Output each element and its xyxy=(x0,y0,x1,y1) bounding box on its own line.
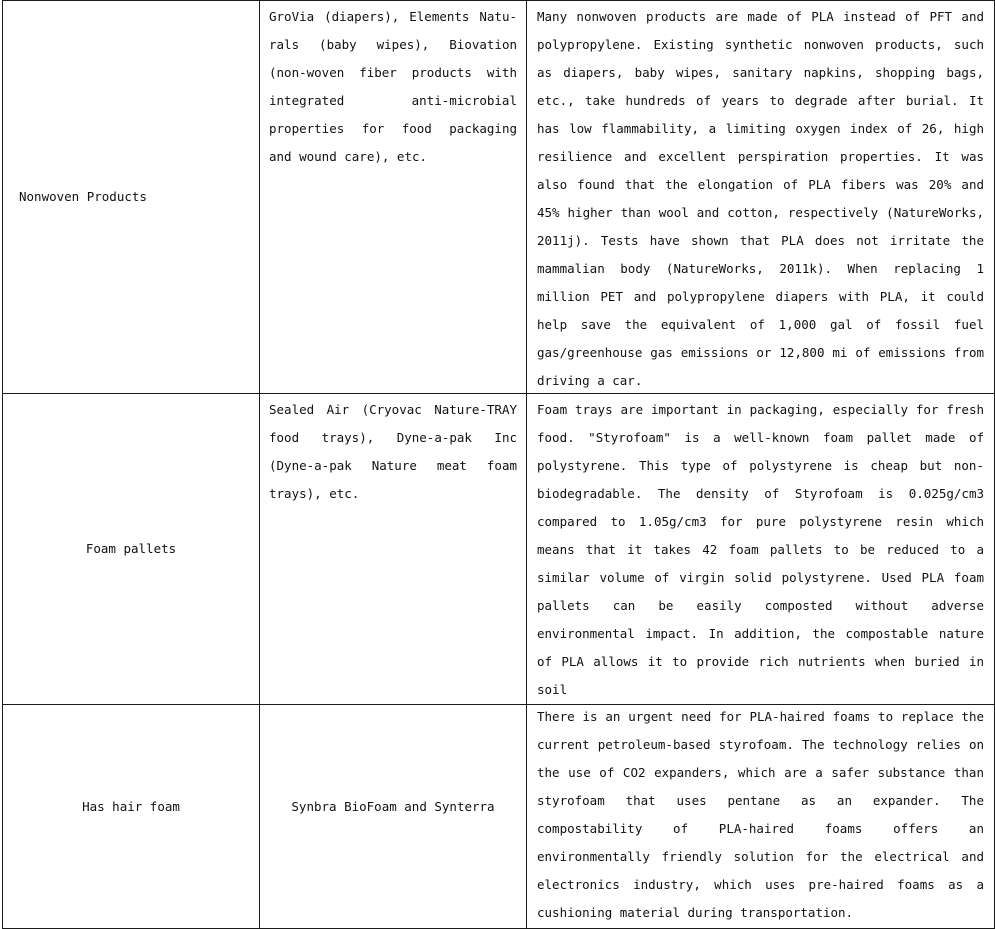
description-cell xyxy=(526,393,995,705)
table-row xyxy=(0,0,995,394)
category-cell xyxy=(2,393,260,705)
companies-cell xyxy=(259,0,527,394)
description-text: There is an urgent need for PLA-haired foams to replace the current petroleum-based styrofoam. The technology relies on the use of CO2 expanders, which are a safer substance than styrofoam that uses pentane as an expander. The compostability of PLA-haired foams offers an environmentally friendly solution for the electrical and electronics industry, which uses pre-haired foams as a cushioning material during transportation. xyxy=(537,709,984,920)
companies-text: Synbra BioFoam and Synterra xyxy=(291,799,495,814)
companies-cell xyxy=(259,704,527,929)
category-cell xyxy=(2,704,260,929)
category-label: Nonwoven Products xyxy=(19,189,147,204)
table-row xyxy=(0,704,995,929)
description-text: Foam trays are important in packaging, especially for fresh food. "Styrofoam" is a well-known foam pallet made of polystyrene. This type of polystyrene is cheap but non-biodegradable. The density of Styrofoam is 0.025g/cm3 compared to 1.05g/cm3 for pure polystyrene resin which means that it takes 42 foam pallets to be reduced to a similar volume of virgin solid polystyrene. Used PLA foam pallets can be easily composted without adverse environmental impact. In addition, the compostable nature of PLA allows it to provide rich nutrients when buried in soil xyxy=(537,402,984,697)
companies-text: Sealed Air (Cryovac Nature-TRAY food trays), Dyne-a-pak Inc (Dyne-a-pak Nature meat foam trays), etc. xyxy=(269,402,517,501)
category-label: Has hair foam xyxy=(82,798,180,814)
description-cell xyxy=(526,704,995,929)
description-text: Many nonwoven products are made of PLA instead of PFT and polypropylene. Existing synthetic nonwoven products, such as diapers, baby wipes, sanitary napkins, shopping bags, etc., take hundreds of years to degrade after burial. It has low flammability, a limiting oxygen index of 26, high resilience and excellent perspiration properties. It was also found that the elongation of PLA fibers was 20% and 45% higher than wool and cotton, respectively (NatureWorks, 2011j). Tests have shown that PLA does not irritate the mammalian body (NatureWorks, 2011k). When replacing 1 million PET and polypropylene diapers with PLA, it could help save the equivalent of 1,000 gal of fossil fuel gas/greenhouse gas emissions or 12,800 mi of emissions from driving a car. xyxy=(537,9,984,388)
description-cell xyxy=(526,0,995,394)
category-label: Foam pallets xyxy=(85,541,177,556)
companies-text: GroVia (diapers), Elements Natu-rals (baby wipes), Biovation (non-woven fiber products with integrated anti-microbial properties for food packaging and wound care), etc. xyxy=(269,9,517,164)
companies-cell xyxy=(259,393,527,705)
table-row xyxy=(0,393,995,705)
category-cell xyxy=(2,0,260,394)
